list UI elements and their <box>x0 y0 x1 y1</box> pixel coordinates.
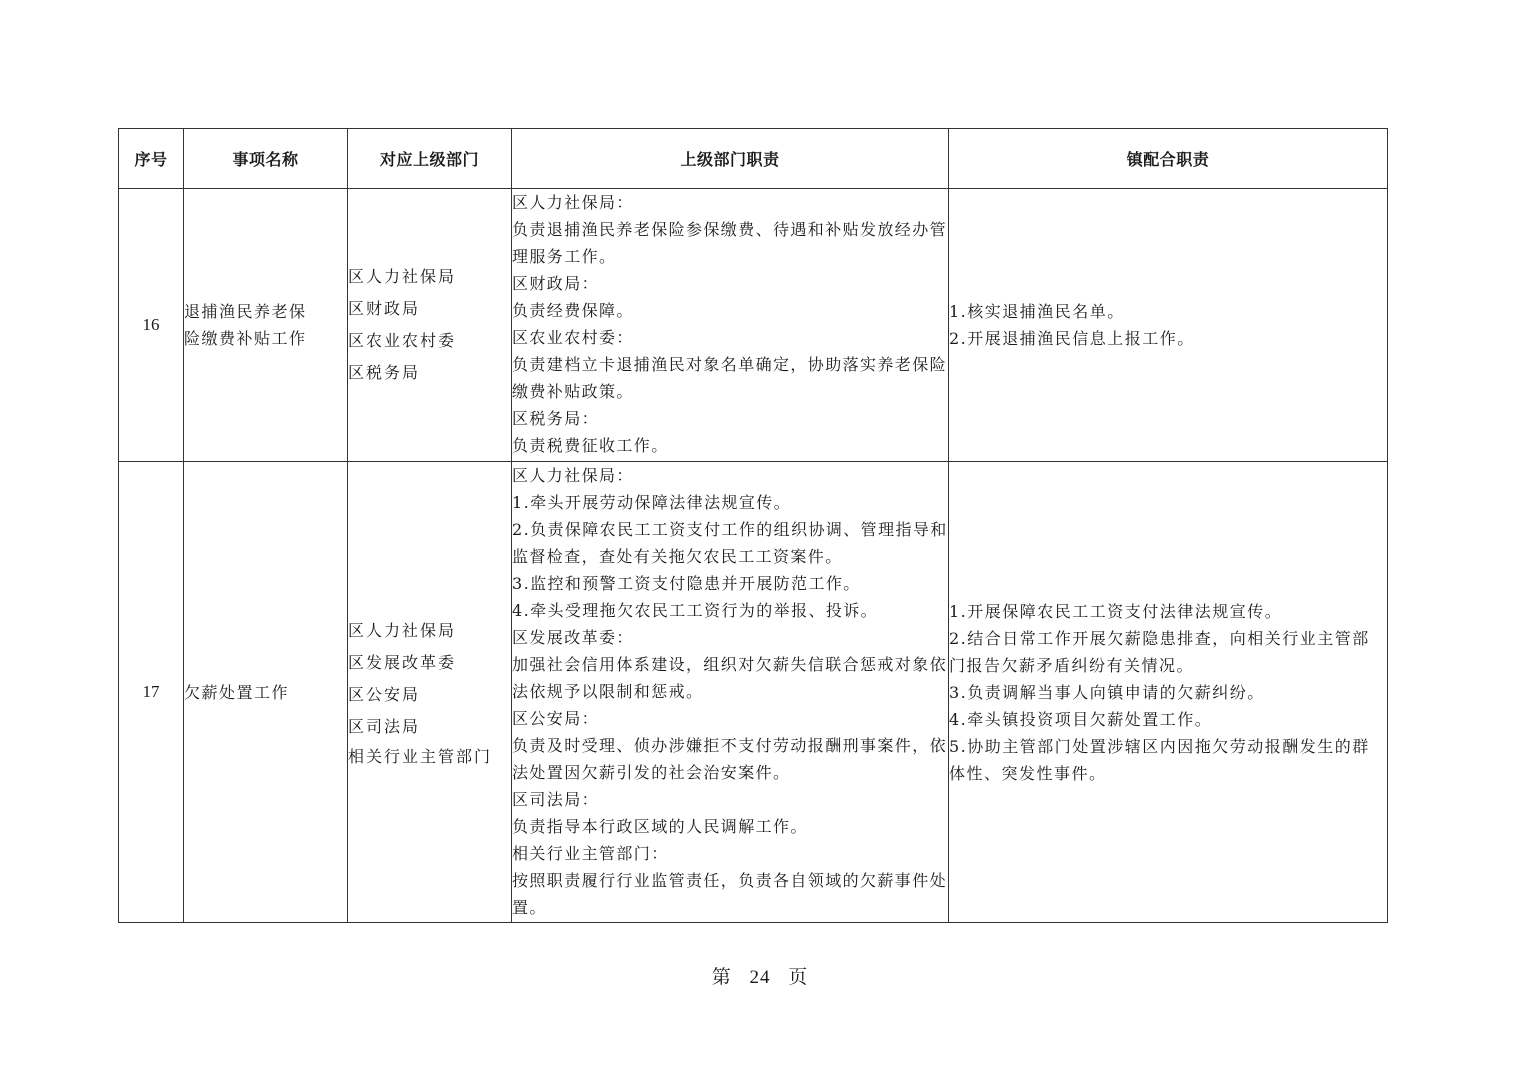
town-duty-line: 3.负责调解当事人向镇申请的欠薪纠纷。 <box>949 682 1265 702</box>
item-name-line: 退捕渔民养老保 <box>184 302 307 321</box>
duty-line: 负责及时受理、侦办涉嫌拒不支付劳动报酬刑事案件，依法处置因欠薪引发的社会治安案件。 <box>512 736 948 782</box>
header-item-name: 事项名称 <box>184 129 348 189</box>
duty-line: 1.牵头开展劳动保障法律法规宣传。 <box>512 493 792 512</box>
duty-line: 负责建档立卡退捕渔民对象名单确定，协助落实养老保险缴费补贴政策。 <box>512 355 948 401</box>
duty-line: 相关行业主管部门： <box>512 844 669 863</box>
table-row <box>119 189 1388 462</box>
department-item: 相关行业主管部门 <box>348 746 493 766</box>
department-duties <box>512 189 949 462</box>
duty-line: 区公安局： <box>512 709 600 728</box>
page-number-footer <box>0 962 1520 989</box>
town-duty-line: 2.开展退捕渔民信息上报工作。 <box>949 329 1195 348</box>
row-number: 16 <box>119 189 184 462</box>
header-town-duties: 镇配合职责 <box>949 129 1388 189</box>
duty-line: 2.负责保障农民工工资支付工作的组织协调、管理指导和监督检查，查处有关拖欠农民工工资案件。 <box>512 520 948 566</box>
table-row <box>119 462 1388 923</box>
header-department: 对应上级部门 <box>348 129 512 189</box>
item-name <box>184 189 348 462</box>
duty-line: 区人力社保局： <box>512 193 634 212</box>
duty-line: 负责指导本行政区域的人民调解工作。 <box>512 817 808 836</box>
header-department-duties: 上级部门职责 <box>512 129 949 189</box>
duty-line: 区财政局： <box>512 274 600 293</box>
town-duties <box>949 189 1388 462</box>
department-item: 区税务局 <box>348 363 421 382</box>
department-list <box>348 189 512 462</box>
department-item: 区农业农村委 <box>348 331 457 350</box>
department-item: 区司法局 <box>348 716 421 736</box>
town-duty-line: 2.结合日常工作开展欠薪隐患排查，向相关行业主管部门报告欠薪矛盾纠纷有关情况。 <box>949 628 1370 675</box>
duty-table <box>118 128 1388 923</box>
department-item: 区人力社保局 <box>348 267 457 286</box>
town-duty-line: 1.开展保障农民工工资支付法律法规宣传。 <box>949 601 1283 621</box>
duty-line: 区人力社保局： <box>512 466 634 485</box>
item-name <box>184 462 348 923</box>
department-item: 区人力社保局 <box>348 620 457 640</box>
duty-line: 区税务局： <box>512 409 600 428</box>
page-prefix: 第 <box>711 967 732 988</box>
duty-line: 3.监控和预警工资支付隐患并开展防范工作。 <box>512 574 861 593</box>
town-duty-line: 5.协助主管部门处置涉辖区内因拖欠劳动报酬发生的群体性、突发性事件。 <box>949 736 1370 783</box>
item-name-line: 险缴费补贴工作 <box>184 329 307 348</box>
duty-line: 区司法局： <box>512 790 600 809</box>
header-number: 序号 <box>119 129 184 189</box>
town-duties <box>949 462 1388 923</box>
duty-line: 加强社会信用体系建设，组织对欠薪失信联合惩戒对象依法依规予以限制和惩戒。 <box>512 655 948 701</box>
department-item: 区发展改革委 <box>348 652 457 672</box>
department-list <box>348 462 512 923</box>
duty-line: 负责税费征收工作。 <box>512 436 669 455</box>
duty-line: 4.牵头受理拖欠农民工工资行为的举报、投诉。 <box>512 601 879 620</box>
row-number: 17 <box>119 462 184 923</box>
item-name-line: 欠薪处置工作 <box>184 682 290 702</box>
duty-line: 负责经费保障。 <box>512 301 634 320</box>
town-duty-line: 4.牵头镇投资项目欠薪处置工作。 <box>949 709 1213 729</box>
duty-line: 区农业农村委： <box>512 328 634 347</box>
duty-line: 负责退捕渔民养老保险参保缴费、待遇和补贴发放经办管理服务工作。 <box>512 220 948 266</box>
department-item: 区公安局 <box>348 684 421 704</box>
header-row <box>119 129 1388 189</box>
department-duties <box>512 462 949 923</box>
department-item: 区财政局 <box>348 299 421 318</box>
page-suffix: 页 <box>788 967 809 988</box>
duty-line: 按照职责履行行业监管责任，负责各自领域的欠薪事件处置。 <box>512 871 948 917</box>
town-duty-line: 1.核实退捕渔民名单。 <box>949 302 1125 321</box>
duty-line: 区发展改革委： <box>512 628 634 647</box>
page-number: 24 <box>749 967 771 988</box>
